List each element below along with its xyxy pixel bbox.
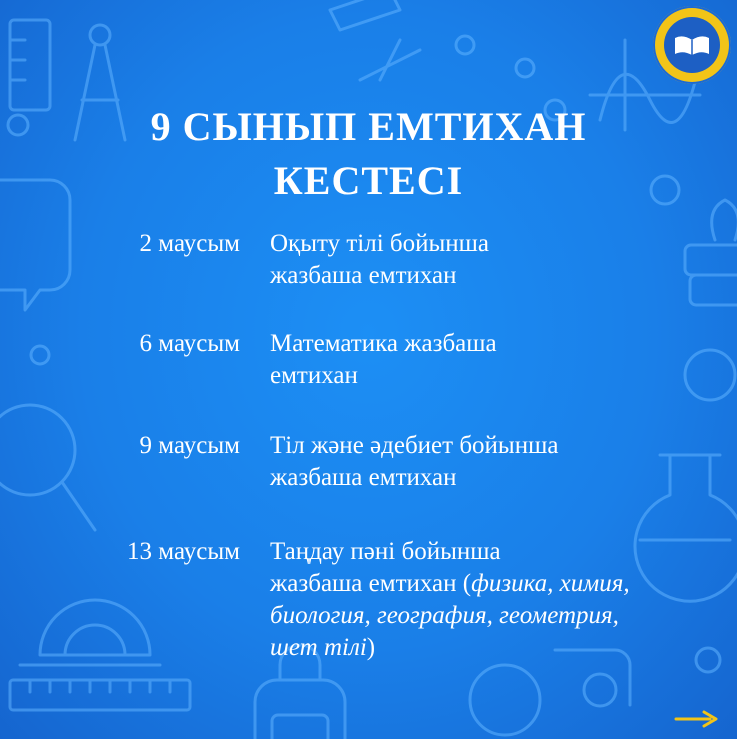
arrow-right-icon[interactable] [672,707,722,731]
protractor-doodle [20,600,160,665]
page-title-line-1: 9 СЫНЫП ЕМТИХАН [150,104,587,149]
exam-date: 9 маусым [139,432,240,459]
exam-description: Тіл және әдебиет бойынша жазбаша емтихан [270,432,559,491]
open-book-emblem-icon [664,17,720,73]
exam-description: Оқыту тілі бойынша жазбаша емтихан [270,230,490,289]
pencil-doodle [330,0,420,80]
exam-date: 2 маусым [139,230,240,257]
school-emblem-logo [653,6,731,84]
exam-description: Математика жазбаша емтихан [270,330,497,389]
ruler-doodle [10,20,50,110]
bottom-ruler-doodle [10,680,190,710]
exam-date: 6 маусым [139,330,240,357]
exam-date: 13 маусым [127,538,240,565]
page-title-line-2: КЕСТЕСІ [273,158,464,203]
magnifier-doodle [0,405,95,530]
exam-description: Таңдау пәні бойынша жазбаша емтихан (физика, химия, биология, география, геометрия, шет тілі) [270,538,630,661]
